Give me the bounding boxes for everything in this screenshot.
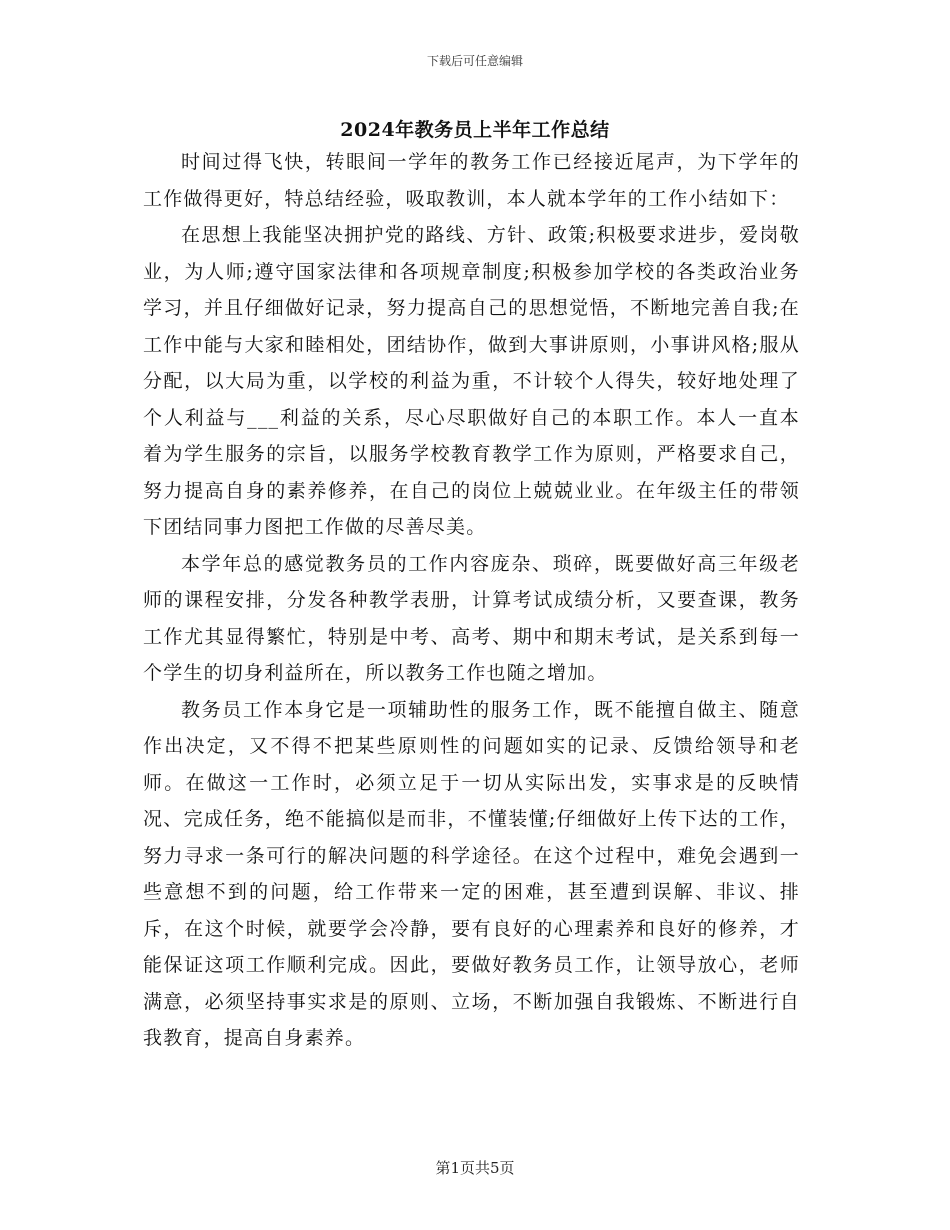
document-title: 2024年教务员上半年工作总结 [340, 119, 610, 141]
paragraph-role: 教务员工作本身它是一项辅助性的服务工作，既不能擅自做主、随意作出决定，又不得不把某些原则性的问题如实的记录、反馈给领导和老师。在做这一工作时，必须立足于一切从实际出发，实事求是的反映情况、完成任务，绝不能搞似是而非，不懂装懂;仔细做好上传下达的工作，努力寻求一条可行的解决问题的科学途径。在这个过程中，难免会遇到一些意想不到的问题，给工作带来一定的困难，甚至遭到误解、非议、排斥，在这个时候，就要学会冷静，要有良好的心理素养和良好的修养，才能保证这项工作顺利完成。因此，要做好教务员工作，让领导放心，老师满意，必须坚持事实求是的原则、立场，不断加强自我锻炼、不断进行自我教育，提高自身素养。 [143, 698, 800, 1049]
document-body [143, 144, 800, 1057]
page-header-note: 下载后可任意编辑 [426, 54, 523, 68]
page-number-footer: 第1页共5页 [435, 1159, 515, 1177]
paragraph-ideology: 在思想上我能坚决拥护党的路线、方针、政策;积极要求进步，爱岗敬业，为人师;遵守国家法律和各项规章制度;积极参加学校的各类政治业务学习，并且仔细做好记录，努力提高自己的思想觉悟，不断地完善自我;在工作中能与大家和睦相处，团结协作，做到大事讲原则，小事讲风格;服从分配，以大局为重，以学校的利益为重，不计较个人得失，较好地处理了个人利益与___利益的关系，尽心尽职做好自己的本职工作。本人一直本着为学生服务的宗旨，以服务学校教育教学工作为原则，严格要求自己，努力提高自身的素养修养，在自己的岗位上兢兢业业。在年级主任的带领下团结同事力图把工作做的尽善尽美。 [143, 224, 800, 538]
paragraph-intro: 时间过得飞快，转眼间一学年的教务工作已经接近尾声，为下学年的工作做得更好，特总结经验，吸取教训，本人就本学年的工作小结如下： [143, 151, 800, 210]
paragraph-workload: 本学年总的感觉教务员的工作内容庞杂、琐碎，既要做好高三年级老师的课程安排，分发各种教学表册，计算考试成绩分析，又要查课，教务工作尤其显得繁忙，特别是中考、高考、期中和期末考试，是关系到每一个学生的切身利益所在，所以教务工作也随之增加。 [143, 552, 800, 684]
